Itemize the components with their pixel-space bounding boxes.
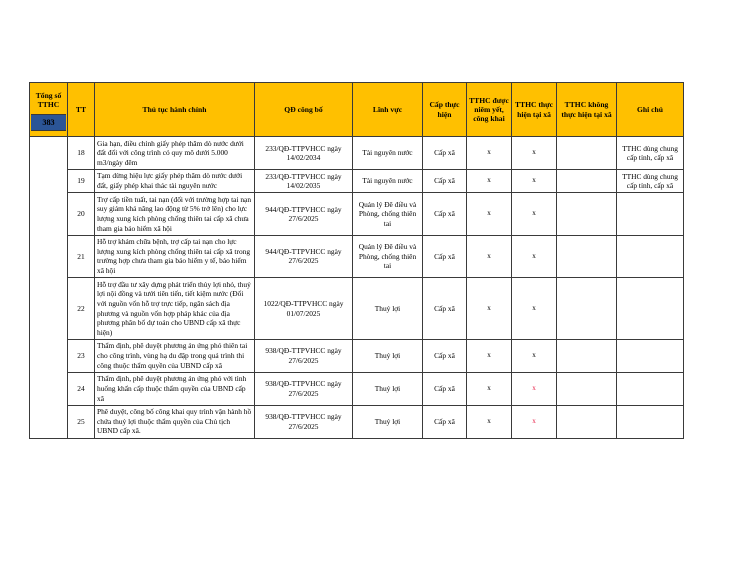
column-header-total-tthc-label: Tổng số TTHC (35, 90, 62, 110)
cell-level: Cấp xã (423, 405, 467, 438)
cell-posted-mark: x (467, 193, 512, 236)
cell-at-commune-mark: x (512, 193, 557, 236)
cell-not-at-commune-mark (557, 405, 617, 438)
cell-level: Cấp xã (423, 169, 467, 192)
cell-posted-mark: x (467, 339, 512, 372)
cell-field: Quản lý Đê điều và Phòng, chống thiên tai (353, 193, 423, 236)
cell-note (617, 339, 684, 372)
cell-decision: 233/QĐ-TTPVHCC ngày 14/02/2034 (255, 137, 353, 170)
cell-decision: 938/QĐ-TTPVHCC ngày 27/6/2025 (255, 372, 353, 405)
cell-procedure-name: Tạm dừng hiệu lực giấy phép thăm dò nước dưới đất, giấy phép khai thác tài nguyên nước (95, 169, 255, 192)
cell-field: Quản lý Đê điều và Phòng, chống thiên tai (353, 235, 423, 278)
column-header-total-tthc (30, 83, 68, 137)
cell-note (617, 405, 684, 438)
cell-posted-mark: x (467, 405, 512, 438)
cell-procedure-name: Thẩm định, phê duyệt phương án ứng phó thiên tai cho công trình, vùng hạ du đập trong quá trình thi công thuộc thẩm quyền của UBND cấp xã (95, 339, 255, 372)
cell-procedure-name: Hỗ trợ khám chữa bệnh, trợ cấp tai nạn cho lực lượng xung kích phòng chống thiên tai cấp xã trong trường hợp chưa tham gia bảo hiểm y tế, bảo hiểm xã hội (95, 235, 255, 278)
cell-not-at-commune-mark (557, 137, 617, 170)
cell-level: Cấp xã (423, 339, 467, 372)
cell-at-commune-mark: x (512, 405, 557, 438)
cell-posted-mark: x (467, 169, 512, 192)
column-header-tt: TT (68, 83, 95, 137)
cell-level: Cấp xã (423, 193, 467, 236)
cell-decision: 938/QĐ-TTPVHCC ngày 27/6/2025 (255, 405, 353, 438)
cell-tt: 18 (68, 137, 95, 170)
cell-level: Cấp xã (423, 137, 467, 170)
cell-not-at-commune-mark (557, 193, 617, 236)
table-row (30, 372, 684, 405)
cell-note (617, 193, 684, 236)
column-header-procedure: Thủ tục hành chính (95, 83, 255, 137)
table-body (30, 137, 684, 439)
column-header-field: Lĩnh vực (353, 83, 423, 137)
cell-tt: 21 (68, 235, 95, 278)
cell-field: Thuỷ lợi (353, 278, 423, 340)
cell-at-commune-mark: x (512, 278, 557, 340)
cell-not-at-commune-mark (557, 235, 617, 278)
cell-note: TTHC dùng chung cấp tỉnh, cấp xã (617, 137, 684, 170)
column-header-note: Ghi chú (617, 83, 684, 137)
administrative-procedures-table-container (29, 82, 683, 439)
cell-note (617, 235, 684, 278)
cell-level: Cấp xã (423, 278, 467, 340)
cell-at-commune-mark: x (512, 235, 557, 278)
administrative-procedures-table (29, 82, 684, 439)
cell-note (617, 372, 684, 405)
table-row (30, 169, 684, 192)
cell-procedure-name: Hỗ trợ đầu tư xây dựng phát triển thủy lợi nhỏ, thuỷ lợi nội đồng và tưới tiên tiến, tiết kiệm nước (Đối với nguồn vốn hỗ trợ trực tiếp, ngân sách địa phương và nguồn vốn hợp pháp khác của địa phương phân bổ dự toán cho UBND cấp xã thực hiện) (95, 278, 255, 340)
cell-decision: 233/QĐ-TTPVHCC ngày 14/02/2035 (255, 169, 353, 192)
cell-posted-mark: x (467, 137, 512, 170)
cell-procedure-name: Thẩm định, phê duyệt phương án ứng phó với tình huống khẩn cấp thuộc thẩm quyền của UBND cấp xã (95, 372, 255, 405)
cell-decision: 1022/QĐ-TTPVHCC ngày 01/07/2025 (255, 278, 353, 340)
table-row (30, 339, 684, 372)
cell-procedure-name: Trợ cấp tiền tuất, tai nạn (đối với trường hợp tai nạn suy giảm khả năng lao động từ 5% trở lên) cho lực lượng xung kích phòng chống thiên tai cấp xã chưa tham gia bảo hiểm xã hội (95, 193, 255, 236)
cell-tt: 22 (68, 278, 95, 340)
cell-field: Tài nguyên nước (353, 169, 423, 192)
table-row (30, 405, 684, 438)
cell-procedure-name: Gia hạn, điều chỉnh giấy phép thăm dò nước dưới đất đối với công trình có quy mô dưới 5.000 m3/ngày đêm (95, 137, 255, 170)
table-row (30, 137, 684, 170)
cell-field: Thuỷ lợi (353, 372, 423, 405)
table-row (30, 278, 684, 340)
column-header-not-at-commune: TTHC không thực hiện tại xã (557, 83, 617, 137)
column-header-at-commune: TTHC thực hiện tại xã (512, 83, 557, 137)
table-row (30, 235, 684, 278)
cell-not-at-commune-mark (557, 372, 617, 405)
cell-posted-mark: x (467, 278, 512, 340)
cell-decision: 944/QĐ-TTPVHCC ngày 27/6/2025 (255, 193, 353, 236)
table-header (30, 83, 684, 137)
column-header-decision: QĐ công bố (255, 83, 353, 137)
cell-at-commune-mark: x (512, 169, 557, 192)
cell-field: Thuỷ lợi (353, 405, 423, 438)
cell-not-at-commune-mark (557, 339, 617, 372)
cell-field: Tài nguyên nước (353, 137, 423, 170)
column-header-level: Cấp thực hiện (423, 83, 467, 137)
cell-at-commune-mark: x (512, 372, 557, 405)
table-header-row (30, 83, 684, 137)
total-tthc-value-badge: 383 (31, 114, 66, 131)
column-header-posted: TTHC được niêm yết, công khai (467, 83, 512, 137)
cell-tt: 20 (68, 193, 95, 236)
cell-note (617, 278, 684, 340)
cell-tt: 23 (68, 339, 95, 372)
cell-total-tthc-spacer (30, 137, 68, 439)
cell-at-commune-mark: x (512, 339, 557, 372)
cell-tt: 24 (68, 372, 95, 405)
cell-decision: 944/QĐ-TTPVHCC ngày 27/6/2025 (255, 235, 353, 278)
cell-not-at-commune-mark (557, 169, 617, 192)
cell-field: Thuỷ lợi (353, 339, 423, 372)
cell-procedure-name: Phê duyệt, công bố công khai quy trình vận hành hồ chứa thuỷ lợi thuộc thẩm quyền của Chủ tịch UBND cấp xã. (95, 405, 255, 438)
cell-tt: 19 (68, 169, 95, 192)
cell-level: Cấp xã (423, 235, 467, 278)
cell-note: TTHC dùng chung cấp tỉnh, cấp xã (617, 169, 684, 192)
cell-posted-mark: x (467, 235, 512, 278)
cell-decision: 938/QĐ-TTPVHCC ngày 27/6/2025 (255, 339, 353, 372)
table-row (30, 193, 684, 236)
cell-level: Cấp xã (423, 372, 467, 405)
cell-not-at-commune-mark (557, 278, 617, 340)
cell-tt: 25 (68, 405, 95, 438)
cell-posted-mark: x (467, 372, 512, 405)
cell-at-commune-mark: x (512, 137, 557, 170)
